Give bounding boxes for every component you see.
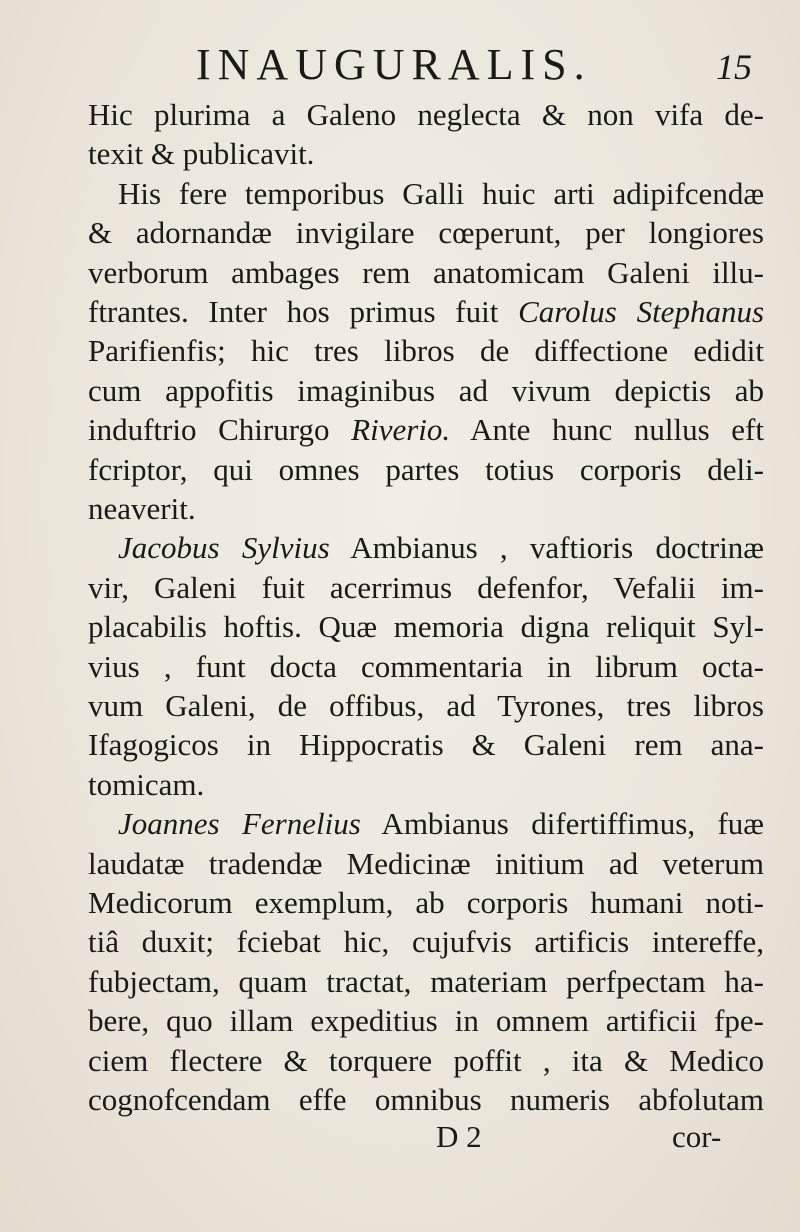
signature-mark: D 2 — [436, 1119, 482, 1154]
text-run: bere, quo illam expeditius in omnem artificii fpe- — [88, 1003, 764, 1039]
text-run: & adornandæ invigilare cœperunt, per longiores — [88, 215, 764, 251]
text-line — [88, 96, 764, 134]
running-head — [0, 40, 800, 90]
text-run: Ifagogicos in Hippocratis & Galeni rem ana- — [88, 727, 764, 763]
text-line — [88, 687, 764, 725]
text-run: Medicorum exemplum, ab corporis humani noti- — [88, 885, 764, 920]
running-title: INAUGURALIS. — [196, 40, 592, 89]
text-line — [88, 608, 764, 646]
text-run: cum appofitis imaginibus ad vivum depictis ab — [88, 372, 764, 408]
person-name: Carolus Stephanus — [518, 294, 765, 329]
text-line — [88, 451, 764, 489]
text-line — [88, 135, 314, 173]
text-run: verborum ambages rem anatomicam Galeni illu- — [88, 254, 764, 290]
text-run: induftrio Chirurgo — [88, 412, 352, 448]
page-footer — [0, 1118, 800, 1158]
text-run: tiâ duxit; fciebat hic, cujufvis artificis intereffe, — [88, 924, 764, 960]
text-line — [88, 648, 764, 686]
text-run: ftrantes. Inter hos primus fuit — [88, 294, 519, 329]
text-line — [88, 254, 764, 292]
text-run: Ambianus , vaftioris doctrinæ — [329, 530, 764, 566]
text-line — [88, 372, 764, 410]
text-line — [118, 805, 764, 843]
text-run: fubjectam, quam tractat, materiam perfpectam ha- — [88, 963, 764, 999]
text-run: Parifienfis; hic tres libros de diffectione edidit — [88, 333, 764, 369]
text-run: Ambianus difertiffimus, fuæ — [360, 806, 764, 842]
text-line — [88, 293, 764, 331]
text-line — [118, 175, 764, 213]
person-name: Joannes Fernelius — [118, 806, 361, 842]
text-line — [88, 766, 204, 804]
text-line — [88, 726, 764, 764]
text-line — [88, 963, 764, 1001]
text-line — [88, 884, 764, 922]
text-run: texit & publicavit. — [88, 136, 315, 172]
text-line — [118, 529, 764, 567]
text-run: Hic plurima a Galeno neglecta & non vifa de- — [88, 97, 764, 132]
text-run: placabilis hoftis. Quæ memoria digna reliquit Syl- — [88, 609, 764, 645]
text-line — [88, 411, 764, 449]
text-run: tomicam. — [88, 766, 205, 802]
person-name: Riverio. — [351, 412, 451, 448]
catchword: cor- — [672, 1119, 722, 1154]
text-run: ciem flectere & torquere poffit , ita & Medico — [88, 1042, 764, 1078]
text-run: cognofcendam effe omnibus numeris abfolutam — [88, 1082, 764, 1117]
text-run: vius , funt docta commentaria in librum octa- — [88, 648, 764, 684]
person-name: Jacobus Sylvius — [118, 530, 330, 566]
text-line — [88, 923, 764, 961]
text-run: laudatæ tradendæ Medicinæ initium ad veterum — [88, 845, 764, 881]
text-run: neaverit. — [88, 491, 196, 526]
text-run: vum Galeni, de offibus, ad Tyrones, tres libros — [88, 688, 764, 723]
text-line — [88, 569, 764, 607]
text-line — [88, 332, 764, 370]
text-line — [88, 1002, 764, 1040]
page-number: 15 — [716, 47, 752, 87]
text-line — [88, 1081, 764, 1119]
text-line — [88, 490, 196, 528]
text-line — [88, 214, 764, 252]
text-run: His fere temporibus Galli huic arti adipifcendæ — [118, 175, 764, 211]
text-run: vir, Galeni fuit acerrimus defenfor, Vefalii im- — [88, 569, 764, 605]
text-run: fcriptor, qui omnes partes totius corporis deli- — [88, 451, 764, 487]
text-run: Ante hunc nullus eft — [450, 412, 764, 448]
text-line — [88, 1042, 764, 1080]
text-line — [88, 845, 764, 883]
